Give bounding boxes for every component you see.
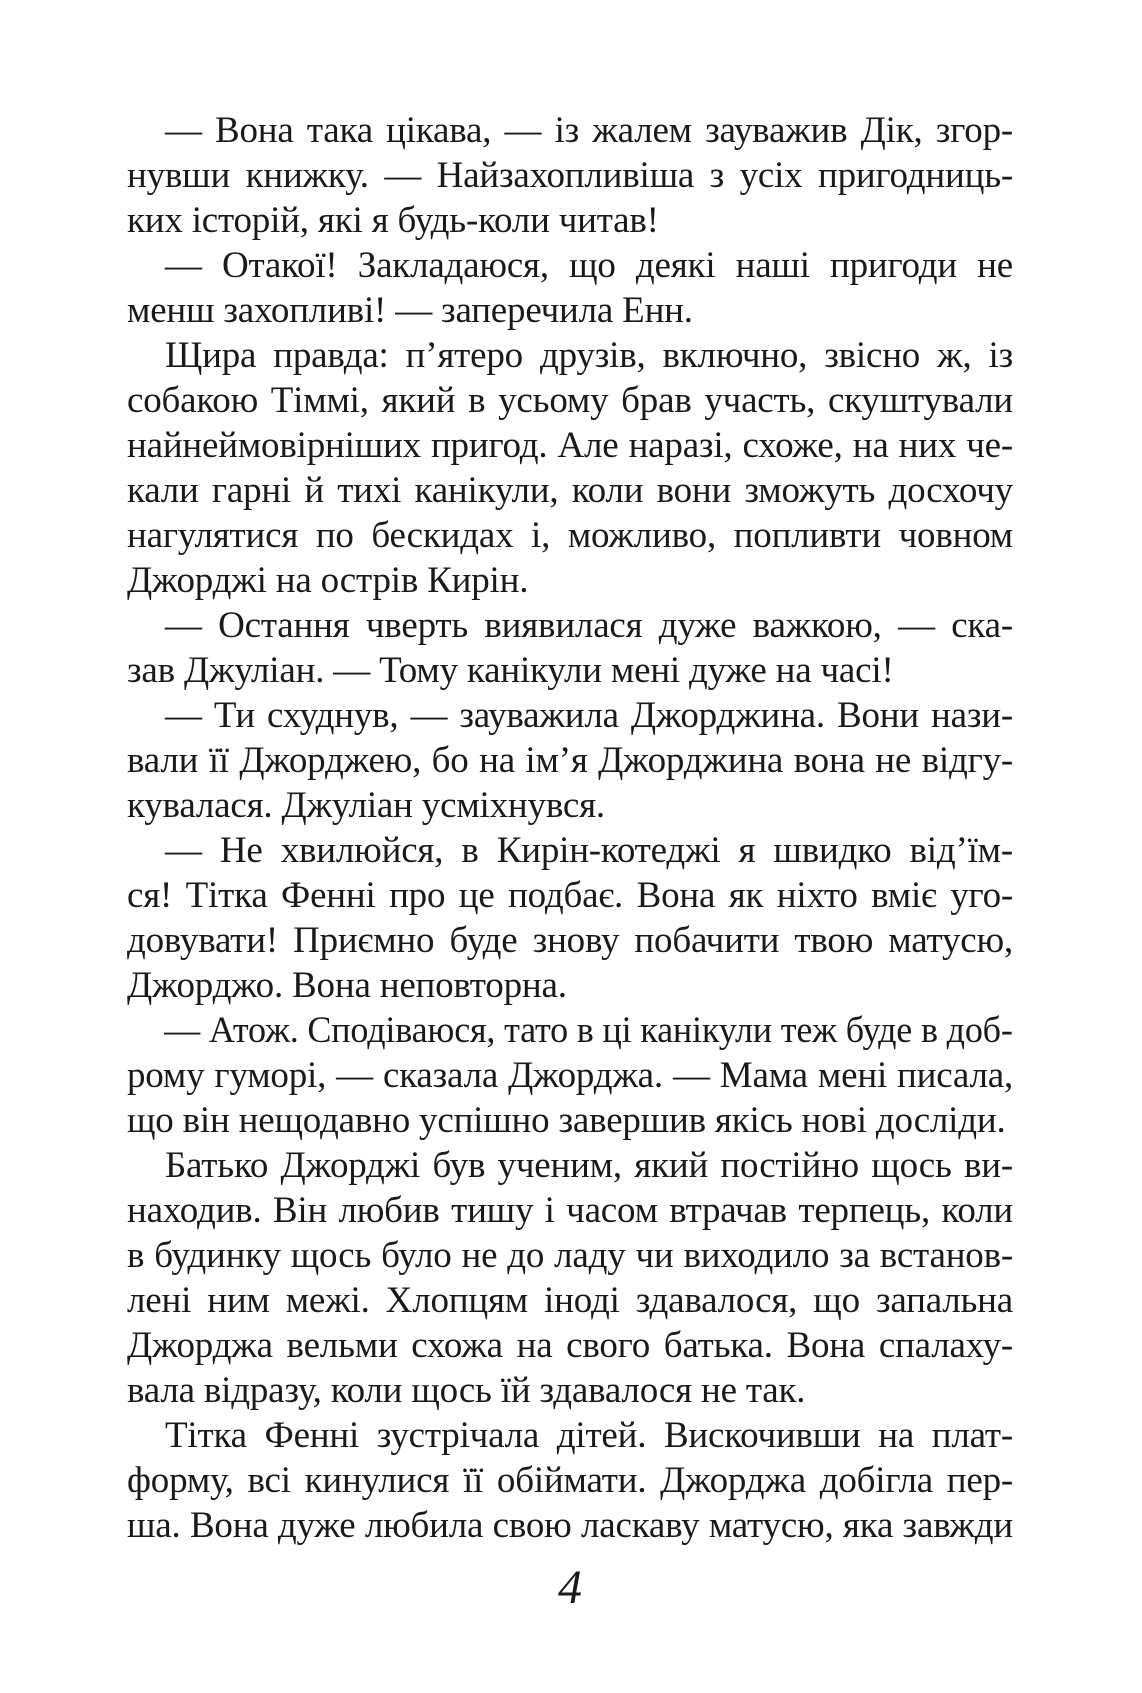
paragraph <box>127 1143 1013 1413</box>
paragraph <box>127 828 1013 1008</box>
text-line: ся! Тітка Фенні про це подбає. Вона як ніхто вміє уго- <box>127 875 1013 916</box>
text-line: Тітка Фенні зустрічала дітей. Вискочивши на плат- <box>165 1415 1013 1456</box>
text-line: нагулятися по бескидах і, можливо, попливти човном <box>127 515 1013 556</box>
text-line: — Ти схуднув, — зауважила Джорджина. Вони нази- <box>165 695 1013 736</box>
text-line: в будинку щось було не до ладу чи виходило за встанов- <box>127 1235 1013 1276</box>
text-line: — Отакої! Закладаюся, що деякі наші пригоди не <box>165 245 1013 286</box>
text-line: вали її Джорджею, бо на ім’я Джорджина вона не відгу- <box>127 740 1013 781</box>
text-line: вала відразу, коли щось їй здавалося не так. <box>127 1370 806 1411</box>
text-line: ша. Вона дуже любила свою ласкаву матусю, яка завжди <box>127 1505 1013 1546</box>
text-line: Джорджа вельми схожа на свого батька. Вона спалаху- <box>127 1325 1013 1366</box>
text-line: менш захопливі! — заперечила Енн. <box>127 290 693 331</box>
paragraph <box>127 243 1013 333</box>
text-line: находив. Він любив тишу і часом втрачав терпець, коли <box>127 1190 1013 1231</box>
paragraph <box>127 108 1013 243</box>
text-line: — Не хвилюйся, в Кирін-котеджі я швидко від’їм- <box>165 830 1013 871</box>
text-line: лені ним межі. Хлопцям іноді здавалося, що запальна <box>127 1280 1013 1321</box>
text-line: довувати! Приємно буде знову побачити твою матусю, <box>127 920 1013 961</box>
text-line: Джорджі на острів Кирін. <box>127 560 529 601</box>
text-line: що він нещодавно успішно завершив якісь нові досліди. <box>127 1100 1006 1141</box>
text-line: рому гуморі, — сказала Джорджа. — Мама мені писала, <box>127 1055 1013 1096</box>
paragraph <box>127 1008 1013 1143</box>
paragraph <box>127 333 1013 603</box>
paragraph <box>127 1413 1013 1548</box>
text-line: — Атож. Сподіваюся, тато в ці канікули теж буде в доб- <box>164 1010 1013 1051</box>
page-number: 4 <box>558 1561 582 1614</box>
text-line: зав Джуліан. — Тому канікули мені дуже на часі! <box>127 650 894 691</box>
text-line: — Остання чверть виявилася дуже важкою, — ска- <box>165 605 1013 646</box>
text-line: нувши книжку. — Найзахопливіша з усіх пригодниць- <box>127 155 1013 196</box>
text-line: найнеймовірніших пригод. Але наразі, схоже, на них че- <box>127 425 1013 466</box>
text-line: ких історій, які я будь-коли читав! <box>127 200 659 241</box>
text-line: Батько Джорджі був ученим, який постійно щось ви- <box>165 1145 1013 1186</box>
text-line: собакою Тіммі, який в усьому брав участь, скуштували <box>127 380 1013 421</box>
text-line: Джорджо. Вона неповторна. <box>127 965 567 1006</box>
text-line: кувалася. Джуліан усміхнувся. <box>127 785 605 826</box>
text-line: — Вона така цікава, — із жалем зауважив Дік, згор- <box>165 110 1013 151</box>
text-line: форму, всі кинулися її обіймати. Джорджа добігла пер- <box>127 1460 1013 1501</box>
text-line: Щира правда: п’ятеро друзів, включно, звісно ж, із <box>165 335 1013 376</box>
text-block <box>127 108 1013 1548</box>
text-line: кали гарні й тихі канікули, коли вони зможуть досхочу <box>127 470 1013 511</box>
paragraph <box>127 603 1013 693</box>
paragraph <box>127 693 1013 828</box>
